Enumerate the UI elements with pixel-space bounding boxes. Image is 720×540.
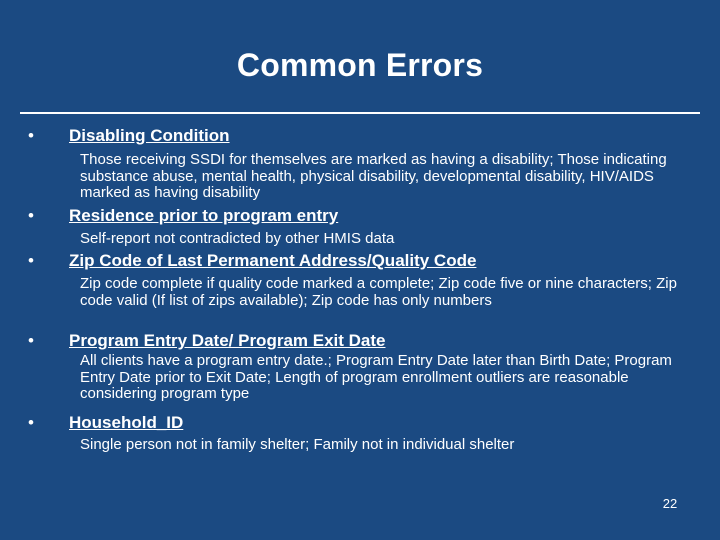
bullet-detail: Those receiving SSDI for themselves are marked as having a disability; Those indicating substance abuse, mental health, physical disability, developmental disability, HIV/AIDS marked as having disability	[80, 151, 667, 201]
bullet-dot: •	[28, 251, 34, 270]
slide-title: Common Errors	[236, 47, 484, 83]
bullet-heading: Disabling Condition	[69, 126, 230, 145]
title-divider	[20, 112, 700, 114]
bullet-dot: •	[28, 126, 34, 145]
bullet-heading: Program Entry Date/ Program Exit Date	[69, 331, 386, 350]
bullet-detail: Self-report not contradicted by other HMIS data	[80, 230, 395, 247]
bullet-detail: Zip code complete if quality code marked a complete; Zip code five or nine characters; Zip code valid (If list of zips available); Zip code has only numbers	[80, 275, 677, 309]
bullet-dot: •	[28, 331, 34, 350]
bullet-heading: Residence prior to program entry	[69, 206, 339, 225]
bullet-dot: •	[28, 206, 34, 225]
bullet-dot: •	[28, 413, 34, 432]
page-number: 22	[662, 496, 678, 511]
bullet-detail: All clients have a program entry date.; Program Entry Date later than Birth Date; Program Entry Date prior to Exit Date; Length of program enrollment outliers are reasonable considering program type	[80, 352, 672, 402]
bullet-heading: Household_ID	[69, 413, 184, 432]
bullet-heading: Zip Code of Last Permanent Address/Quality Code	[69, 251, 477, 270]
bullet-detail: Single person not in family shelter; Family not in individual shelter	[80, 436, 515, 453]
